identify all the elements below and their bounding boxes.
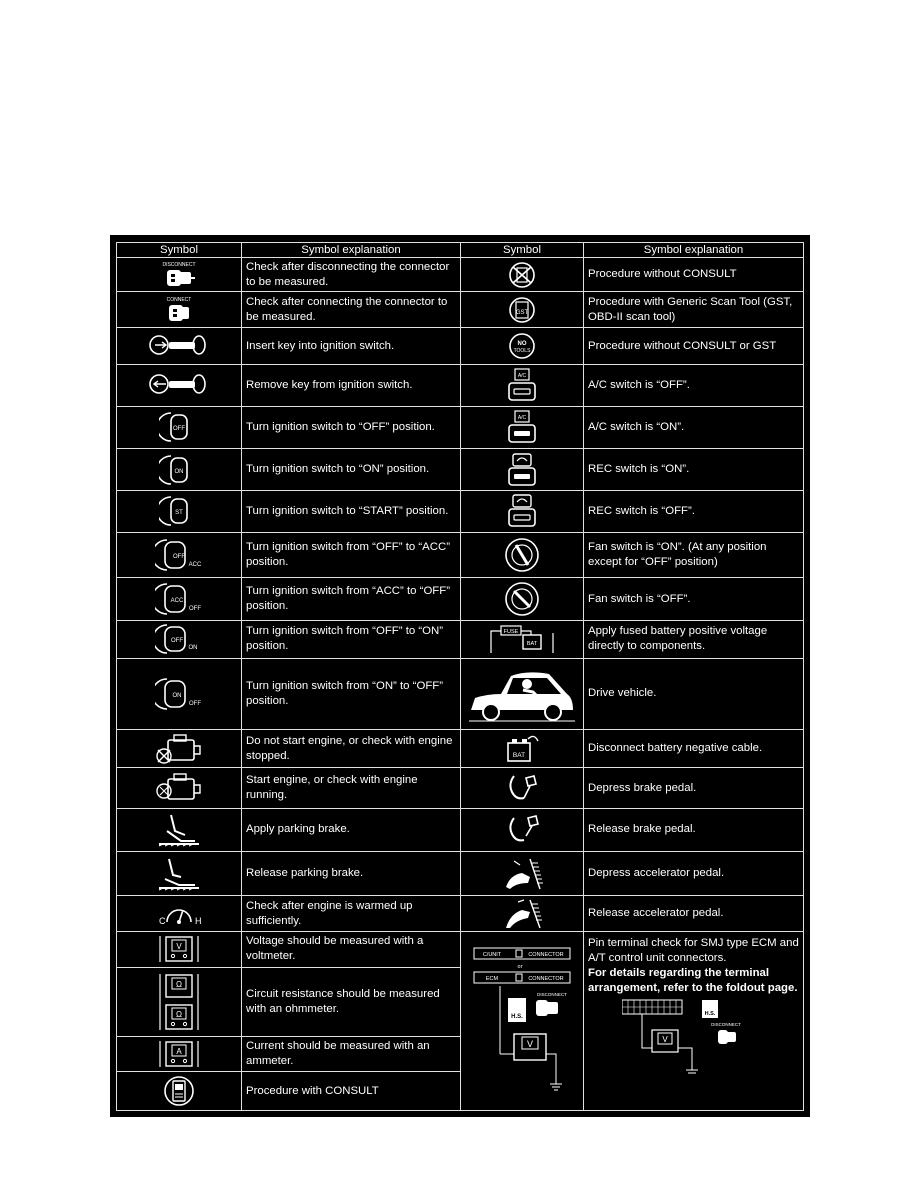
svg-text:DISCONNECT: DISCONNECT [162,261,196,268]
explanation-cell: Check after engine is warmed up sufficiently. [242,896,461,932]
svg-text:ACC: ACC [170,598,184,605]
explanation-cell: Apply fused battery positive voltage directly to components. [584,621,804,659]
ignition-off-icon [117,406,242,449]
explanation-cell: Fan switch is “ON”. (At any position except for “OFF” position) [584,532,804,578]
explanation-cell: REC switch is “OFF”. [584,490,804,532]
table-row [117,729,804,768]
explanation-cell: Turn ignition switch to “OFF” position. [242,406,461,449]
depress-brake-pedal-icon [461,768,584,809]
insert-key-icon [117,328,242,365]
svg-text:DISCONNECT: DISCONNECT [537,992,567,997]
ac-switch-off-icon [461,364,584,406]
svg-text:ST: ST [175,510,183,517]
explanation-cell: A/C switch is “OFF”. [584,364,804,406]
svg-text:V: V [176,942,182,952]
table-row [117,364,804,406]
svg-text:V: V [526,1039,534,1049]
drive-vehicle-icon [461,658,584,729]
engine-running-icon [117,768,242,809]
fan-switch-off-icon [461,578,584,621]
svg-text:GST: GST [515,309,529,316]
svg-text:DISCONNECT: DISCONNECT [711,1022,741,1027]
symbol-table [116,242,804,1111]
table-row [117,291,804,328]
svg-text:OFF: OFF [173,553,185,560]
table-row [117,449,804,491]
svg-text:ECM: ECM [485,976,499,982]
explanation-cell: REC switch is “ON”. [584,449,804,491]
engine-stopped-icon [117,729,242,768]
header-symbol-left: Symbol [117,243,242,258]
ignition-on-icon [117,449,242,491]
table-row [117,490,804,532]
explanation-cell: Procedure with Generic Scan Tool (GST, OBD-II scan tool) [584,291,804,328]
explanation-cell: Procedure with CONSULT [242,1072,461,1111]
table-row [117,258,804,292]
header-row [117,243,804,258]
pin-check-text: Pin terminal check for SMJ type ECM and A/T control unit connectors. [588,937,799,964]
pin-check-diagram [622,998,752,1076]
fan-switch-on-icon [461,532,584,578]
table-row [117,658,804,729]
pin-terminal-check-explanation [584,932,804,1111]
svg-text:or: or [517,964,523,970]
fused-battery-icon [461,621,584,659]
svg-text:C: C [159,915,166,926]
svg-text:ON: ON [188,645,198,652]
svg-text:TOOLS: TOOLS [513,348,531,355]
table-row [117,932,804,968]
symbol-table-sheet [110,235,810,1117]
gst-scan-tool-icon [461,291,584,328]
rec-switch-off-icon [461,490,584,532]
svg-text:BAT: BAT [512,751,526,759]
explanation-cell: Release parking brake. [242,851,461,896]
svg-text:FUSE: FUSE [503,629,519,636]
explanation-cell: Release accelerator pedal. [584,896,804,932]
svg-text:H.S.: H.S. [704,1011,716,1017]
no-tools-icon [461,328,584,365]
explanation-cell: Turn ignition switch to “START” position. [242,490,461,532]
engine-warm-gauge-icon [117,896,242,932]
ac-switch-on-icon [461,406,584,449]
svg-text:NO: NO [517,341,527,348]
release-accelerator-icon [461,896,584,932]
ignition-off-to-acc-icon [117,532,242,578]
svg-text:C/UNIT: C/UNIT [482,952,502,958]
apply-parking-brake-icon [117,809,242,852]
svg-text:ACC: ACC [188,561,202,568]
explanation-cell: Remove key from ignition switch. [242,364,461,406]
svg-text:V: V [662,1035,668,1044]
explanation-cell: Release brake pedal. [584,809,804,852]
explanation-cell: Disconnect battery negative cable. [584,729,804,768]
table-row [117,328,804,365]
explanation-cell: Check after connecting the connector to be measured. [242,291,461,328]
svg-text:OFF: OFF [189,606,201,613]
explanation-cell: Voltage should be measured with a voltmeter. [242,932,461,968]
ignition-on-to-off-icon [117,658,242,729]
svg-text:Ω: Ω [176,979,182,989]
svg-text:BAT: BAT [526,641,538,648]
explanation-cell: Insert key into ignition switch. [242,328,461,365]
explanation-cell: Current should be measured with an ammeter. [242,1036,461,1072]
svg-text:CONNECT: CONNECT [166,296,192,303]
connect-connector-icon [117,291,242,328]
ammeter-icon [117,1036,242,1072]
explanation-cell: A/C switch is “ON”. [584,406,804,449]
no-consult-icon [461,258,584,292]
svg-text:ON: ON [174,468,184,475]
consult-icon [117,1072,242,1111]
table-row [117,406,804,449]
svg-text:CONNECTOR: CONNECTOR [528,976,564,982]
header-symbol-right: Symbol [461,243,584,258]
table-row [117,851,804,896]
table-row [117,768,804,809]
svg-text:Ω: Ω [176,1009,182,1019]
explanation-cell: Turn ignition switch from “ACC” to “OFF” position. [242,578,461,621]
explanation-cell: Depress brake pedal. [584,768,804,809]
table-row [117,532,804,578]
svg-text:CONNECTOR: CONNECTOR [528,952,564,958]
explanation-cell: Procedure without CONSULT or GST [584,328,804,365]
svg-text:OFF: OFF [171,638,183,645]
explanation-cell: Drive vehicle. [584,658,804,729]
disconnect-battery-icon [461,729,584,768]
ignition-acc-to-off-icon [117,578,242,621]
table-row [117,578,804,621]
svg-text:OFF: OFF [189,700,201,707]
svg-text:A: A [176,1046,182,1056]
voltmeter-icon [117,932,242,968]
explanation-cell: Depress accelerator pedal. [584,851,804,896]
explanation-cell: Turn ignition switch from “ON” to “OFF” position. [242,658,461,729]
depress-accelerator-icon [461,851,584,896]
explanation-cell: Fan switch is “OFF”. [584,578,804,621]
pin-terminal-check-icon [461,932,584,1111]
ohmmeter-icon [117,967,242,1036]
rec-switch-on-icon [461,449,584,491]
explanation-cell: Turn ignition switch from “OFF” to “ON” position. [242,621,461,659]
table-row [117,896,804,932]
svg-text:H.S.: H.S. [511,1014,523,1020]
explanation-cell: Circuit resistance should be measured with an ohmmeter. [242,967,461,1036]
explanation-cell: Do not start engine, or check with engine stopped. [242,729,461,768]
release-parking-brake-icon [117,851,242,896]
ignition-off-to-on-icon [117,621,242,659]
remove-key-icon [117,364,242,406]
table-row [117,809,804,852]
svg-text:ON: ON [172,692,182,699]
header-explanation-left: Symbol explanation [242,243,461,258]
svg-text:A/C: A/C [517,415,527,422]
explanation-cell: Turn ignition switch to “ON” position. [242,449,461,491]
svg-text:OFF: OFF [173,426,185,433]
release-brake-pedal-icon [461,809,584,852]
explanation-cell: Apply parking brake. [242,809,461,852]
explanation-cell: Procedure without CONSULT [584,258,804,292]
table-row [117,621,804,659]
svg-text:H: H [195,915,202,926]
explanation-cell: Check after disconnecting the connector to be measured. [242,258,461,292]
explanation-cell: Start engine, or check with engine running. [242,768,461,809]
header-explanation-right: Symbol explanation [584,243,804,258]
explanation-cell: Turn ignition switch from “OFF” to “ACC” position. [242,532,461,578]
disconnect-connector-icon [117,258,242,292]
ignition-start-icon [117,490,242,532]
svg-text:A/C: A/C [517,373,527,380]
pin-check-bold-text: For details regarding the terminal arrangement, refer to the foldout page. [588,967,798,994]
